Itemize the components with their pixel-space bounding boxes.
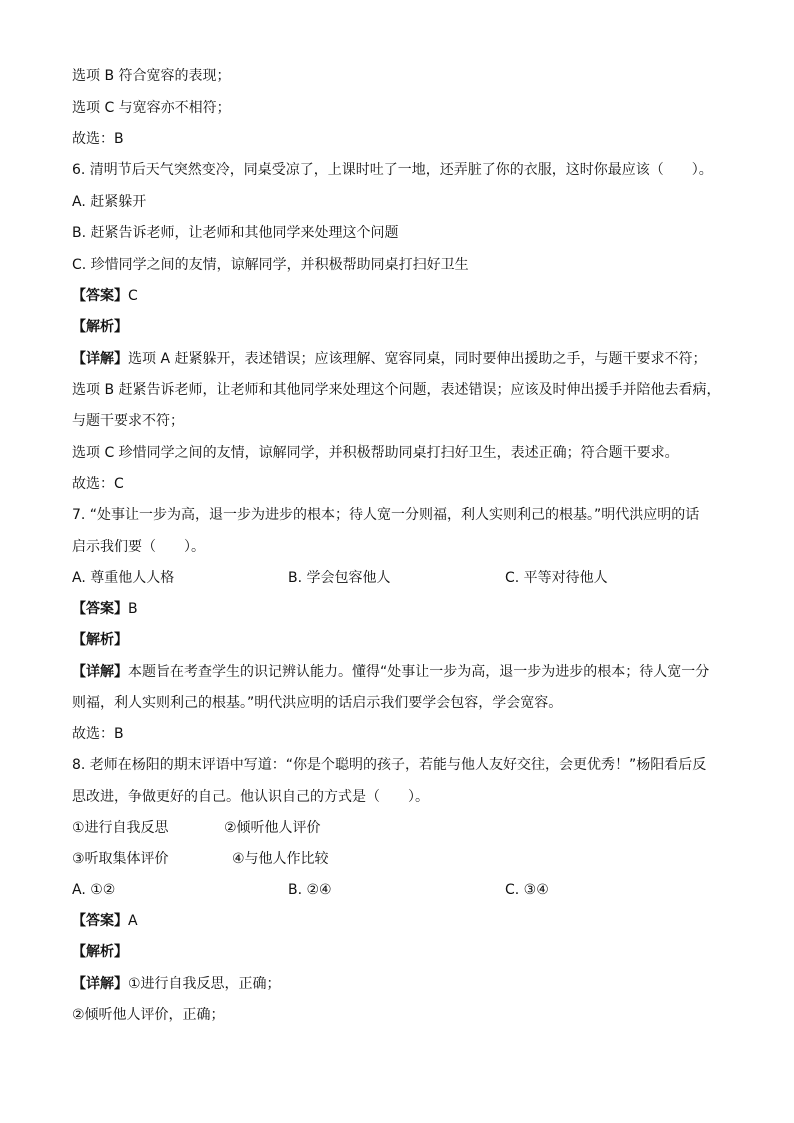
answer-tag: 【答案】	[72, 601, 128, 617]
q8-stem: 8. 老师在杨阳的期末评语中写道：“你是个聪明的孩子，若能与他人友好交往，会更优秀！”杨阳看后反	[72, 757, 707, 773]
q8-option-c: C. ③④	[505, 882, 549, 898]
detail-text: ①进行自我反思，正确；	[128, 976, 281, 992]
q7-option-b: B. 学会包容他人	[288, 570, 391, 586]
q8-statement: ①进行自我反思	[72, 820, 169, 836]
answer-tag: 【答案】	[72, 913, 128, 929]
q8-statement: ③听取集体评价	[72, 851, 169, 867]
q6-option-c: C. 珍惜同学之间的友情，谅解同学，并积极帮助同桌打扫好卫生	[72, 257, 469, 273]
conclusion-line: 故选：B	[72, 131, 124, 147]
detail-tag: 【详解】	[72, 351, 128, 367]
q6-detail-line: 与题干要求不符；	[72, 413, 184, 429]
q7-stem: 启示我们要（ ）。	[72, 539, 205, 555]
q7-detail-line	[72, 662, 734, 682]
q8-detail-line	[72, 974, 734, 994]
analysis-tag: 【解析】	[72, 319, 128, 335]
analysis-tag: 【解析】	[72, 632, 128, 648]
q6-detail-line	[72, 349, 734, 369]
q7-conclusion: 故选：B	[72, 726, 124, 742]
q7-answer	[72, 599, 734, 619]
q8-answer	[72, 911, 734, 931]
q7-option-a: A. 尊重他人人格	[72, 570, 175, 586]
detail-text: 本题旨在考查学生的识记辨认能力。懂得“处事让一步为高，退一步为进步的根本；待人宽一分	[128, 664, 710, 680]
q7-analysis-heading	[72, 630, 734, 650]
q6-option-a: A. 赶紧躲开	[72, 194, 147, 210]
q8-stem: 思改进，争做更好的自己。他认识自己的方式是（ ）。	[72, 789, 429, 805]
q8-statement: ②倾听他人评价	[224, 820, 321, 836]
q6-detail-line: 选项 C 珍惜同学之间的友情，谅解同学，并积极帮助同桌打扫好卫生，表述正确；符合题干要求。	[72, 445, 679, 461]
q8-analysis-heading	[72, 942, 734, 962]
text-line: 选项 B 符合宽容的表现；	[72, 68, 231, 84]
q7-stem: 7. “处事让一步为高，退一步为进步的根本；待人宽一分则福，利人实则利己的根基。”明代洪应明的话	[72, 507, 700, 523]
q8-option-a: A. ①②	[72, 882, 116, 898]
analysis-tag: 【解析】	[72, 944, 128, 960]
q7-detail-line: 则福，利人实则利己的根基。”明代洪应明的话启示我们要学会包容，学会宽容。	[72, 695, 563, 711]
q6-analysis-heading	[72, 317, 734, 337]
q8-option-b: B. ②④	[288, 882, 332, 898]
answer-value: A	[128, 913, 138, 929]
detail-text: 选项 A 赶紧躲开，表述错误；应该理解、宽容同桌，同时要伸出援助之手，与题干要求不符；	[128, 351, 707, 367]
q6-conclusion: 故选：C	[72, 476, 124, 492]
q8-statement: ④与他人作比较	[232, 851, 329, 867]
q6-stem: 6. 清明节后天气突然变冷，同桌受凉了，上课时吐了一地，还弄脏了你的衣服，这时你最应该（ ）。	[72, 162, 713, 178]
q6-answer	[72, 286, 734, 306]
detail-tag: 【详解】	[72, 976, 128, 992]
text-line: 选项 C 与宽容亦不相符；	[72, 100, 231, 116]
answer-value: B	[128, 601, 138, 617]
q6-option-b: B. 赶紧告诉老师，让老师和其他同学来处理这个问题	[72, 225, 399, 241]
q7-option-c: C. 平等对待他人	[505, 570, 608, 586]
detail-tag: 【详解】	[72, 664, 128, 680]
q6-detail-line: 选项 B 赶紧告诉老师，让老师和其他同学来处理这个问题，表述错误；应该及时伸出援手并陪他去看病，	[72, 382, 721, 398]
answer-tag: 【答案】	[72, 288, 128, 304]
q8-detail-line: ②倾听他人评价，正确；	[72, 1007, 225, 1023]
answer-value: C	[128, 288, 138, 304]
